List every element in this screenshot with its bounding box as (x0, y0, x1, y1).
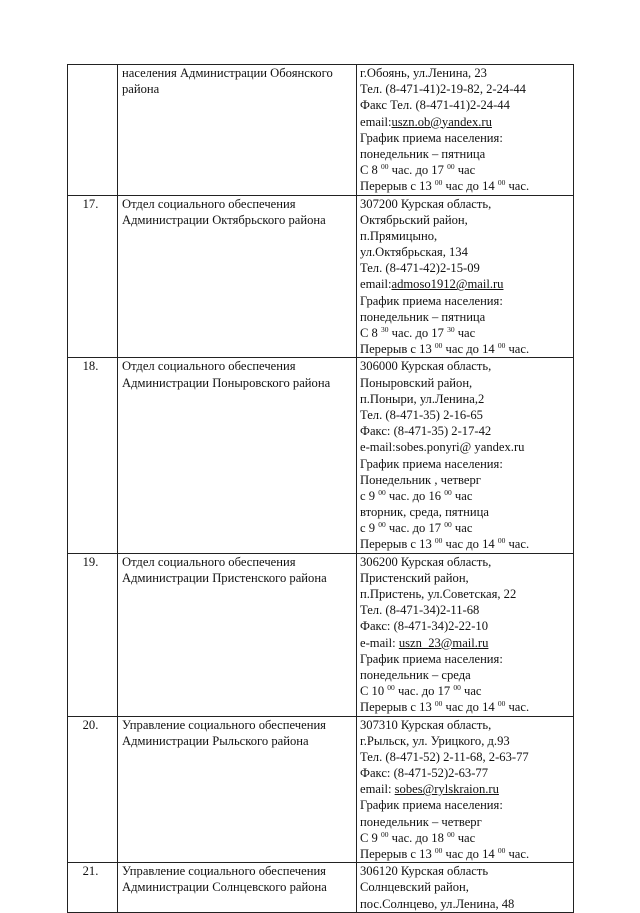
minutes-superscript: 00 (497, 178, 506, 188)
contact-info-line: пос.Солнцево, ул.Ленина, 48 (360, 896, 515, 911)
email-address: uszn_23@mail.ru (398, 635, 489, 650)
minutes-superscript: 30 (447, 325, 455, 334)
organization-name-cell (118, 195, 357, 358)
contact-info-line: График приема населения: (360, 130, 503, 145)
contact-info-line: Поныровский район, (360, 375, 473, 390)
minutes-superscript: 00 (497, 341, 506, 351)
contact-info-cell (357, 716, 574, 863)
table-row (68, 65, 574, 196)
row-number: 21. (82, 864, 99, 879)
minutes-superscript: 30 (381, 325, 389, 334)
contact-info-line: График приема населения: (360, 293, 503, 308)
organization-name-line: Администрации Солнцевского района (122, 880, 327, 895)
minutes-superscript: 00 (447, 162, 455, 172)
row-number-cell (68, 358, 118, 553)
contact-info-line: 307310 Курская область, (360, 717, 492, 732)
contact-info-line: 307200 Курская область, (360, 196, 492, 211)
schedule-text: с 9 (360, 521, 379, 536)
schedule-line (357, 325, 573, 341)
contact-info-cell (357, 195, 574, 358)
contact-info-line: вторник, среда, пятница (360, 505, 489, 520)
contact-info-line: Тел. (8-471-35) 2-16-65 (360, 407, 483, 422)
contact-info-line: понедельник – среда (360, 667, 471, 682)
schedule-text: час до 14 (442, 700, 498, 715)
contact-info-line: Факс: (8-471-34)2-22-10 (360, 619, 489, 634)
schedule-text: час (454, 326, 476, 340)
contact-info-line: понедельник – пятница (360, 146, 486, 161)
row-number: 17. (82, 196, 99, 211)
schedule-text: час (454, 163, 476, 178)
contact-info-line: Факс: (8-471-35) 2-17-42 (360, 424, 492, 439)
schedule-line (357, 488, 573, 504)
email-label: email: (360, 114, 392, 129)
schedule-text: час. до 17 (385, 521, 445, 536)
organization-name-line: Администрации Октябрьского района (122, 212, 326, 227)
contact-info-line: г.Обоянь, ул.Ленина, 23 (360, 66, 487, 80)
minutes-superscript: 00 (434, 536, 443, 546)
schedule-text: час. (505, 700, 530, 715)
row-number: 20. (82, 717, 99, 732)
schedule-text: час. до 16 (385, 488, 445, 503)
contact-info-line: понедельник – четверг (360, 814, 482, 829)
organization-name-line: Управление социального обеспечения (122, 864, 326, 879)
contact-info-line: e-mail:sobes.ponyri@ yandex.ru (360, 440, 525, 455)
organization-name-line: Отдел социального обеспечения (122, 554, 296, 569)
contact-info-line: Факс Тел. (8-471-41)2-24-44 (360, 98, 510, 113)
schedule-text: Перерыв с 13 (360, 537, 435, 552)
schedule-text: час до 14 (442, 847, 498, 861)
schedule-text: час. до 17 (388, 326, 448, 340)
row-number: 19. (82, 554, 99, 569)
table-row (68, 553, 574, 716)
contact-info-line: Октябрьский район, (360, 212, 468, 227)
schedule-text: час до 14 (442, 179, 498, 194)
schedule-text: час (454, 830, 476, 845)
organization-name-cell (118, 716, 357, 863)
schedule-text: Перерыв с 13 (360, 847, 435, 861)
schedule-text: с 9 (360, 488, 379, 503)
minutes-superscript: 00 (434, 699, 443, 709)
minutes-superscript: 00 (378, 487, 386, 497)
minutes-superscript: 00 (453, 683, 461, 693)
schedule-line (357, 830, 573, 846)
contact-info-line: п.Поныри, ул.Ленина,2 (360, 391, 485, 406)
schedule-text: час (451, 488, 473, 503)
schedule-text: час до 14 (442, 537, 498, 552)
schedule-text: С 8 (360, 326, 381, 340)
organization-name-cell (118, 553, 357, 716)
organization-name-cell (118, 358, 357, 553)
schedule-line (357, 683, 573, 699)
schedule-line (357, 341, 573, 357)
contact-info-line (357, 781, 573, 797)
minutes-superscript: 00 (444, 520, 452, 530)
organization-name-line: Администрации Поныровского района (122, 375, 331, 390)
contact-info-line: Тел. (8-471-41)2-19-82, 2-24-44 (360, 82, 526, 97)
organization-name-line: Администрации Рыльского района (122, 733, 309, 748)
contact-info-line (357, 635, 573, 651)
contact-info-line (357, 114, 573, 130)
row-number: 18. (82, 359, 99, 374)
schedule-text: час. (505, 179, 530, 194)
email-label: email: (360, 782, 395, 797)
schedule-line (357, 699, 573, 715)
organization-name-cell (118, 65, 357, 196)
contact-info-line: Солнцевский район, (360, 880, 469, 895)
row-number (68, 65, 117, 81)
contact-info-line: п.Прямицыно, (360, 228, 438, 243)
schedule-text: С 9 (360, 830, 381, 845)
social-services-table (67, 64, 574, 913)
contact-info-line: ул.Октябрьская, 134 (360, 245, 468, 260)
minutes-superscript: 00 (434, 341, 443, 351)
schedule-text: час. до 17 (388, 163, 448, 178)
schedule-line (357, 178, 573, 194)
contact-info-line: 306120 Курская область (360, 864, 489, 879)
contact-info-line: Пристенский район, (360, 570, 469, 585)
schedule-text: час (451, 521, 473, 536)
schedule-text: час. (505, 537, 530, 552)
contact-info-line: 306200 Курская область, (360, 554, 492, 569)
organization-name-line: района (122, 82, 160, 97)
row-number-cell (68, 716, 118, 863)
minutes-superscript: 00 (434, 846, 443, 855)
contact-info-line: Тел. (8-471-52) 2-11-68, 2-63-77 (360, 749, 529, 764)
schedule-line (357, 536, 573, 552)
table-row (68, 716, 574, 863)
contact-info-line: Тел. (8-471-34)2-11-68 (360, 603, 480, 618)
row-number-cell (68, 65, 118, 196)
organization-name-line: Отдел социального обеспечения (122, 196, 296, 211)
contact-info-line (357, 276, 573, 292)
minutes-superscript: 00 (444, 487, 452, 497)
email-label: e-mail: (360, 635, 399, 650)
contact-info-line: Факс: (8-471-52)2-63-77 (360, 766, 489, 781)
minutes-superscript: 00 (381, 829, 389, 839)
contact-info-line: График приема населения: (360, 651, 503, 666)
schedule-text: час. (505, 342, 530, 357)
schedule-text: Перерыв с 13 (360, 700, 435, 715)
minutes-superscript: 00 (387, 683, 395, 693)
contact-info-line: п.Пристень, ул.Советская, 22 (360, 587, 517, 601)
schedule-text: Перерыв с 13 (360, 179, 435, 194)
schedule-text: С 10 (360, 684, 388, 699)
contact-info-line: Тел. (8-471-42)2-15-09 (360, 261, 480, 276)
contact-info-line: 306000 Курская область, (360, 359, 492, 374)
schedule-text: час до 14 (442, 342, 498, 357)
contact-info-line: г.Рыльск, ул. Урицкого, д.93 (360, 733, 510, 748)
organization-name-line: населения Администрации Обоянского (122, 66, 333, 80)
contact-info-cell (357, 65, 574, 196)
schedule-text: час. до 17 (394, 684, 454, 699)
contact-info-line: График приема населения: (360, 456, 503, 471)
row-number-cell (68, 195, 118, 358)
minutes-superscript: 00 (378, 520, 386, 530)
minutes-superscript: 00 (447, 829, 455, 839)
minutes-superscript: 00 (434, 178, 443, 188)
schedule-line (357, 162, 573, 178)
contact-info-cell (357, 553, 574, 716)
contact-info-line: График приема населения: (360, 798, 503, 813)
contact-info-line: понедельник – пятница (360, 309, 486, 324)
schedule-text: час (460, 684, 482, 699)
schedule-text: Перерыв с 13 (360, 342, 435, 357)
email-label: email: (360, 277, 392, 292)
email-address: sobes@rylskraion.ru (394, 782, 499, 797)
minutes-superscript: 00 (497, 846, 506, 855)
table-row (68, 358, 574, 553)
schedule-line (357, 520, 573, 536)
email-address: admoso1912@mail.ru (391, 277, 504, 292)
row-number-cell (68, 553, 118, 716)
minutes-superscript: 00 (381, 162, 389, 172)
minutes-superscript: 00 (497, 699, 506, 709)
schedule-text: час. до 18 (388, 830, 448, 845)
contact-info-line: Понедельник , четверг (360, 472, 481, 487)
minutes-superscript: 00 (497, 536, 506, 546)
schedule-line (357, 846, 573, 862)
schedule-text: С 8 (360, 163, 381, 178)
organization-name-line: Управление социального обеспечения (122, 717, 326, 732)
table-body (68, 65, 574, 913)
organization-name-line: Отдел социального обеспечения (122, 359, 296, 374)
schedule-text: час. (505, 847, 530, 861)
organization-name-line: Администрации Пристенского района (122, 570, 327, 585)
email-address: uszn.ob@yandex.ru (391, 114, 492, 129)
table-row (68, 195, 574, 358)
contact-info-cell (357, 358, 574, 553)
